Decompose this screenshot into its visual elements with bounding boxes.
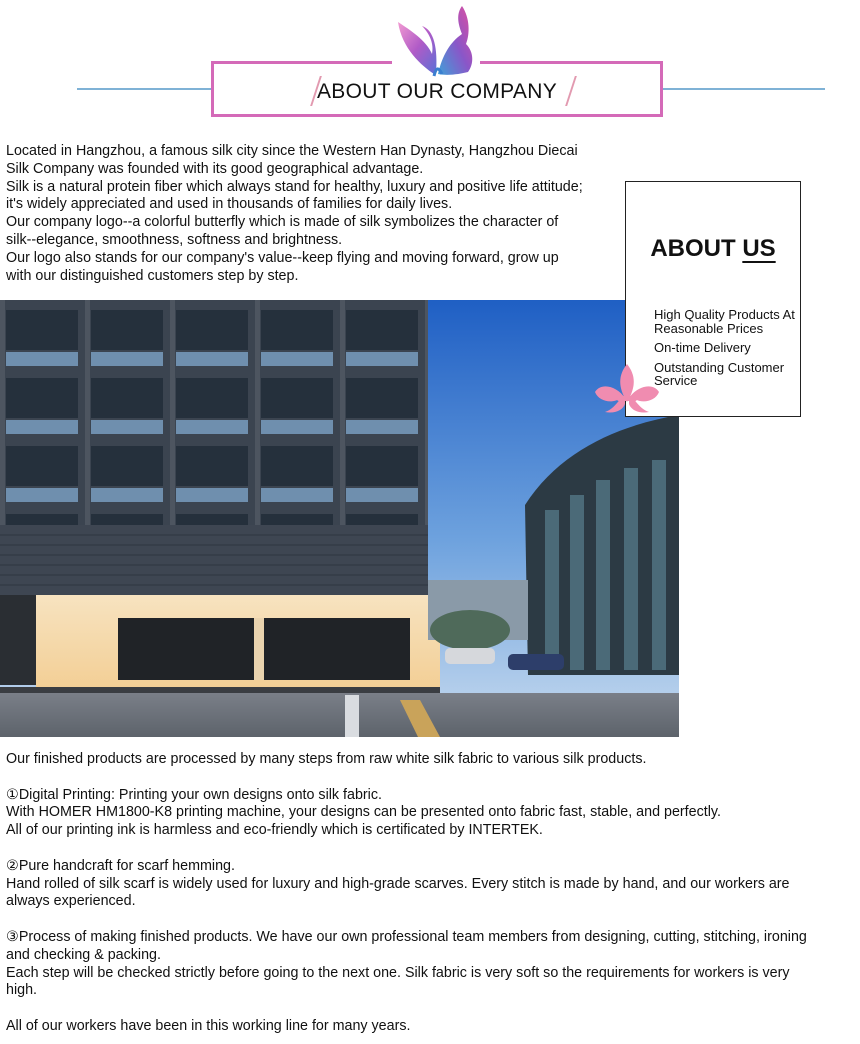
closing-text: All of our workers have been in this working line for many years. [6,1017,411,1034]
fleur-de-lis-icon [591,362,663,416]
about-us-title [626,235,800,263]
step2-text: Hand rolled of silk scarf is widely used for luxury and high-grade scarves. Every stitch is made by hand, and our workers are always experienced. [6,875,790,910]
about-us-title-emphasis: US [742,235,776,262]
step3-text: Each step will be checked strictly before going to the next one. Silk fabric is very soft so the requirements for workers is very high. [6,964,790,999]
intro-paragraph: Silk is a natural protein fiber which always stand for healthy, luxury and positive life attitude; it's widely appreciated and used in thousands of families for daily lives. [6,178,583,213]
intro-paragraph: Our company logo--a colorful butterfly which is made of silk symbolizes the character of silk--elegance, smoothness, softness and brightness. [6,214,559,248]
list-item: On-time Delivery [654,340,751,355]
company-building-photo [0,300,679,737]
intro-text [6,143,586,285]
step2-title: ②Pure handcraft for scarf hemming. [6,857,235,874]
intro-paragraph: Our logo also stands for our company's value--keep flying and moving forward, grow up with our distinguished customers step by step. [6,249,559,284]
step1-title: ①Digital Printing: Printing your own designs onto silk fabric. [6,786,382,803]
process-lead: Our finished products are processed by many steps from raw white silk fabric to various silk products. [6,751,647,767]
butterfly-logo-icon [392,4,480,80]
intro-paragraph: Located in Hangzhou, a famous silk city since the Western Han Dynasty, Hangzhou Diecai Silk Company was founded with its good geographical advantage. [6,143,578,177]
list-item: Outstanding Customer Service [654,359,785,388]
about-us-title-main: ABOUT [650,235,743,262]
about-us-list [654,308,800,394]
list-item: High Quality Products At Reasonable Prices [654,307,795,336]
step1-text: With HOMER HM1800-K8 printing machine, your designs can be presented onto fabric fast, stable, and perfectly. [6,804,721,821]
page-title: ABOUT OUR COMPANY [316,80,558,103]
step3-title: ③Process of making finished products. We have our own professional team members from designing, cutting, stitching, ironing and checking & packing. [6,928,807,963]
step1-text: All of our printing ink is harmless and eco-friendly which is certificated by INTERTEK. [6,822,543,839]
process-text [6,751,816,1036]
